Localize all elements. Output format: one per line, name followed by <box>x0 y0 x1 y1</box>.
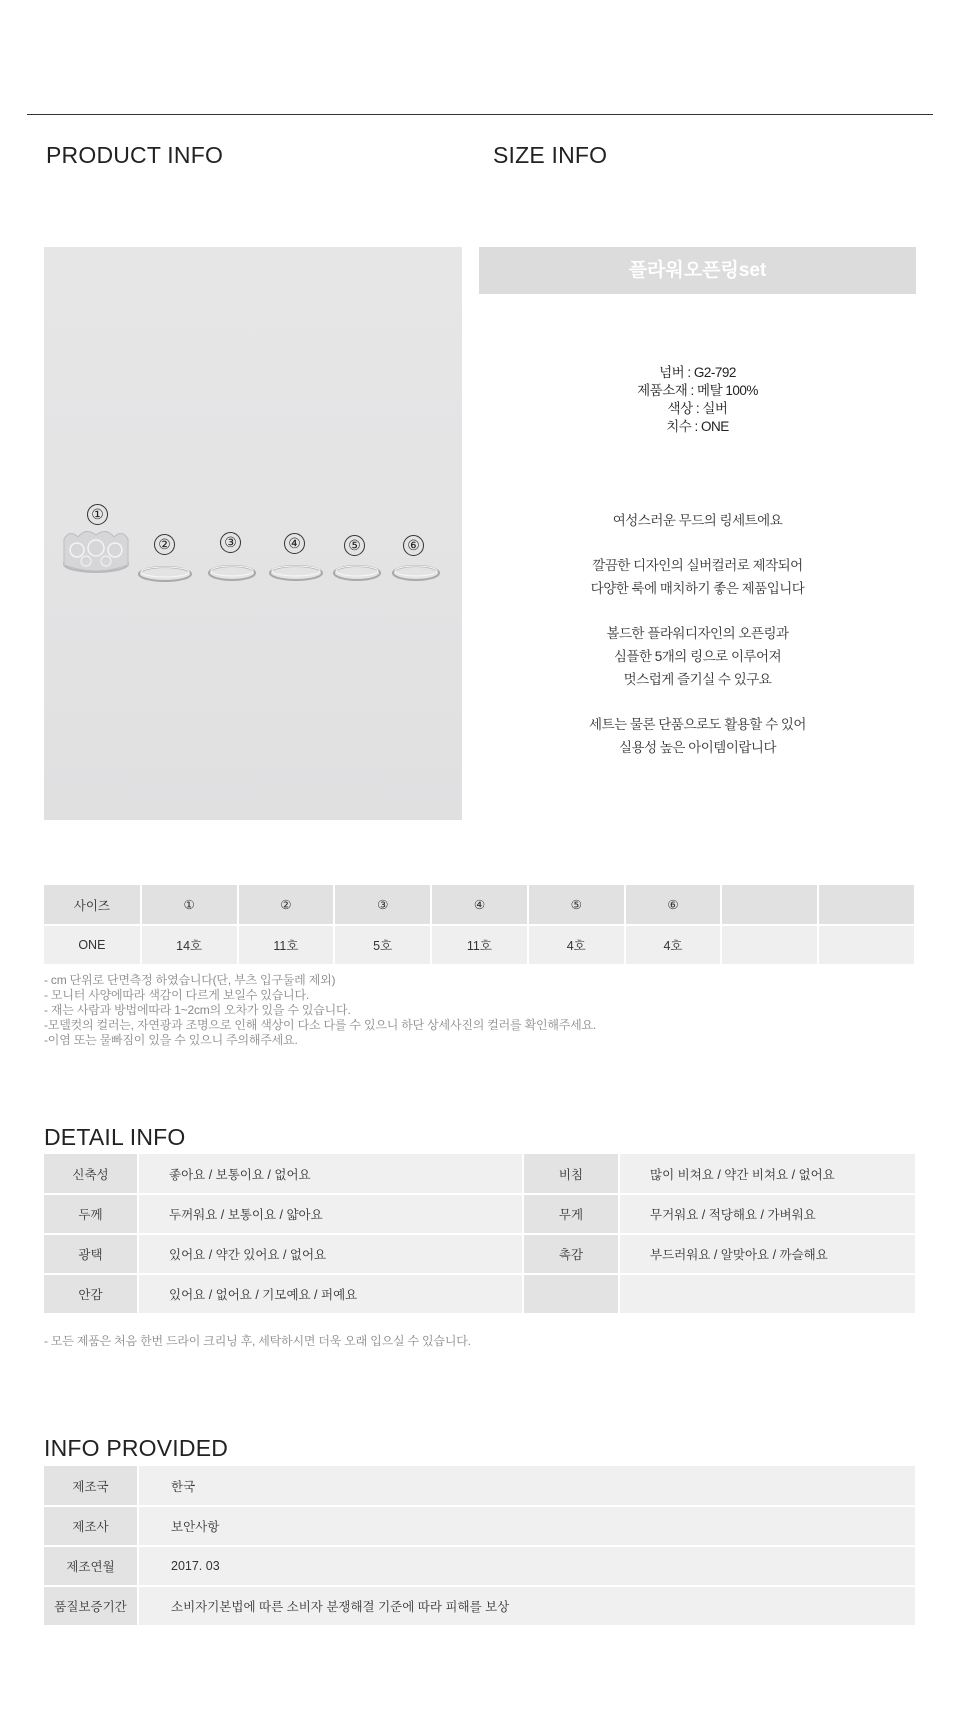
size-header-cell: ① <box>141 885 238 925</box>
detail-options: 있어요 / 약간 있어요 / 없어요 <box>138 1234 523 1274</box>
description-line: 볼드한 플라워디자인의 오픈링과 <box>606 626 789 641</box>
description-line: 실용성 높은 아이템이랍니다 <box>619 740 776 755</box>
info-label: 제조사 <box>44 1506 138 1546</box>
detail-label: 광택 <box>44 1234 138 1274</box>
size-cell: 11호 <box>431 925 528 965</box>
product-info-heading: PRODUCT INFO <box>46 142 224 168</box>
info-row <box>44 1506 916 1546</box>
info-provided-heading: INFO PROVIDED <box>44 1435 229 1461</box>
info-table <box>44 1466 917 1627</box>
size-cell: ONE <box>44 925 141 965</box>
info-row <box>44 1466 916 1506</box>
size-cell <box>818 925 915 965</box>
ring-number-5: ⑤ <box>344 535 365 556</box>
description-line: 심플한 5개의 링으로 이루어져 <box>613 649 782 664</box>
size-cell: 4호 <box>625 925 722 965</box>
size-header-cell: ③ <box>334 885 431 925</box>
size-header-cell: 사이즈 <box>44 885 141 925</box>
spec-number: 넘버 : G2-792 <box>659 365 736 380</box>
ring-number-2: ② <box>154 534 175 555</box>
size-note: -이염 또는 물빠짐이 있을 수 있으니 주의해주세요. <box>44 1033 298 1047</box>
detail-options: 있어요 / 없어요 / 기모예요 / 퍼예요 <box>138 1274 523 1314</box>
detail-label: 촉감 <box>523 1234 619 1274</box>
size-notes <box>44 973 596 1048</box>
size-header-cell: ② <box>238 885 335 925</box>
product-photo <box>44 247 462 820</box>
detail-options: 무거워요 / 적당해요 / 가벼워요 <box>619 1194 916 1234</box>
description-line: 멋스럽게 즐기실 수 있구요 <box>623 672 772 687</box>
size-cell: 11호 <box>238 925 335 965</box>
detail-options: 좋아요 / 보통이요 / 없어요 <box>138 1154 523 1194</box>
detail-row <box>44 1234 916 1274</box>
description-paragraph-3 <box>479 622 916 691</box>
description-paragraph-4 <box>479 713 916 759</box>
size-note: - cm 단위로 단면측정 하였습니다(단, 부츠 입구둘레 제외) <box>44 973 336 987</box>
size-cell: 14호 <box>141 925 238 965</box>
detail-table <box>44 1154 917 1315</box>
size-table-header-row <box>44 885 915 925</box>
detail-row <box>44 1194 916 1234</box>
ring-number-6: ⑥ <box>403 535 424 556</box>
ring-number-1: ① <box>87 504 108 525</box>
detail-label: 신축성 <box>44 1154 138 1194</box>
info-label: 제조연월 <box>44 1546 138 1586</box>
size-note: - 재는 사람과 방법에따라 1~2cm의 오차가 있을 수 있습니다. <box>44 1003 351 1017</box>
thin-rings-shape <box>139 566 439 581</box>
info-row <box>44 1586 916 1626</box>
size-cell: 4호 <box>528 925 625 965</box>
size-cell: 5호 <box>334 925 431 965</box>
info-row <box>44 1546 916 1586</box>
size-header-cell: ⑥ <box>625 885 722 925</box>
spec-material: 제품소재 : 메탈 100% <box>637 383 758 398</box>
detail-label: 무게 <box>523 1194 619 1234</box>
detail-options <box>619 1274 916 1314</box>
description-line: 다양한 룩에 매치하기 좋은 제품입니다 <box>590 581 805 596</box>
description-paragraph-2 <box>479 554 916 600</box>
ring-number-3: ③ <box>220 532 241 553</box>
detail-options: 부드러워요 / 알맞아요 / 까슬해요 <box>619 1234 916 1274</box>
description-line: 깔끔한 디자인의 실버컬러로 제작되어 <box>592 558 803 573</box>
detail-row <box>44 1274 916 1314</box>
description-paragraph-1 <box>479 509 916 532</box>
detail-label <box>523 1274 619 1314</box>
detail-options: 많이 비쳐요 / 약간 비쳐요 / 없어요 <box>619 1154 916 1194</box>
info-value: 2017. 03 <box>138 1546 916 1586</box>
info-value: 소비자기본법에 따른 소비자 분쟁해결 기준에 따라 피해를 보상 <box>138 1586 916 1626</box>
description-line: 세트는 물론 단품으로도 활용할 수 있어 <box>589 717 806 732</box>
size-header-cell: ④ <box>431 885 528 925</box>
size-note: - 모니터 사양에따라 색감이 다르게 보일수 있습니다. <box>44 988 309 1002</box>
detail-info-heading: DETAIL INFO <box>44 1124 186 1150</box>
info-value: 보안사항 <box>138 1506 916 1546</box>
spec-color: 색상 : 실버 <box>667 401 728 416</box>
detail-label: 두께 <box>44 1194 138 1234</box>
detail-options: 두꺼워요 / 보통이요 / 얇아요 <box>138 1194 523 1234</box>
flower-ring-shape <box>64 531 128 572</box>
ring-number-4: ④ <box>284 533 305 554</box>
info-label: 제조국 <box>44 1466 138 1506</box>
info-label: 품질보증기간 <box>44 1586 138 1626</box>
spec-list <box>479 364 916 436</box>
size-table-row <box>44 925 915 965</box>
size-header-cell <box>721 885 818 925</box>
detail-row <box>44 1154 916 1194</box>
top-divider <box>27 114 933 115</box>
size-info-heading: SIZE INFO <box>493 142 608 168</box>
detail-note: - 모든 제품은 처음 한번 드라이 크리닝 후, 세탁하시면 더욱 오래 입으실 수 있습니다. <box>44 1334 471 1348</box>
description-line: 여성스러운 무드의 링세트에요 <box>612 513 783 528</box>
spec-size: 치수 : ONE <box>666 419 729 434</box>
size-table <box>44 885 916 966</box>
rings-illustration <box>44 247 462 820</box>
product-name-bar: 플라워오픈링set <box>479 247 916 294</box>
detail-label: 비침 <box>523 1154 619 1194</box>
size-header-cell <box>818 885 915 925</box>
size-note: -모델컷의 컬러는, 자연광과 조명으로 인해 색상이 다소 다를 수 있으니 하단 상세사진의 컬러를 확인해주세요. <box>44 1018 597 1032</box>
size-header-cell: ⑤ <box>528 885 625 925</box>
detail-label: 안감 <box>44 1274 138 1314</box>
info-value: 한국 <box>138 1466 916 1506</box>
size-cell <box>721 925 818 965</box>
